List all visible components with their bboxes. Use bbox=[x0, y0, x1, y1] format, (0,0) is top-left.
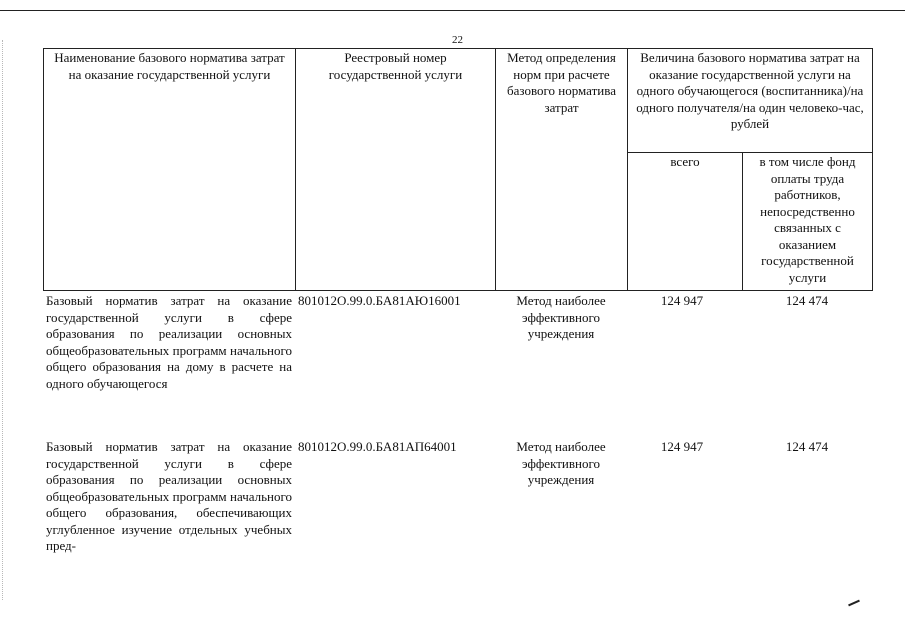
row-service-name: Базовый норматив затрат на оказание государственной услуги в сфере образования по реализации основных общеобразовательных программ начального общего образования на дому в расчете на одного обучающегося bbox=[46, 293, 292, 391]
header-method: Метод определения норм при расчете базового норматива затрат bbox=[496, 49, 628, 291]
norms-table-header bbox=[43, 48, 873, 291]
row-registry-number: 801012О.99.0.БА81АП64001 bbox=[298, 439, 457, 454]
scan-edge-marks bbox=[2, 40, 7, 600]
row-method: Метод наиболее эффективного учреждения bbox=[516, 293, 606, 341]
header-registry-number: Реестровый номер государственной услуги bbox=[296, 49, 496, 291]
header-payroll: в том числе фонд оплаты труда работников, непосредственно связанных с оказанием государственной услуги bbox=[743, 153, 873, 291]
row-total: 124 947 bbox=[660, 293, 704, 308]
header-total: всего bbox=[628, 153, 743, 291]
pen-stroke-mark bbox=[848, 600, 860, 607]
row-payroll: 124 474 bbox=[785, 439, 829, 454]
row-registry-number: 801012О.99.0.БА81АЮ16001 bbox=[298, 293, 461, 308]
header-service-name: Наименование базового норматива затрат на оказание государственной услуги bbox=[44, 49, 296, 291]
row-method: Метод наиболее эффективного учреждения bbox=[516, 439, 606, 487]
row-payroll: 124 474 bbox=[785, 293, 829, 308]
header-norm-amount: Величина базового норматива затрат на оказание государственной услуги на одного обучающегося (воспитанника)/на одного получателя/на один человеко-час, рублей bbox=[628, 49, 873, 153]
top-rule bbox=[0, 10, 905, 11]
row-total: 124 947 bbox=[660, 439, 704, 454]
page-number: 22 bbox=[452, 34, 463, 46]
row-service-name: Базовый норматив затрат на оказание государственной услуги в сфере образования по реализации основных общеобразовательных программ начального общего образования, обеспечивающих углубленное изучение отдельных учебных пред- bbox=[46, 439, 292, 553]
